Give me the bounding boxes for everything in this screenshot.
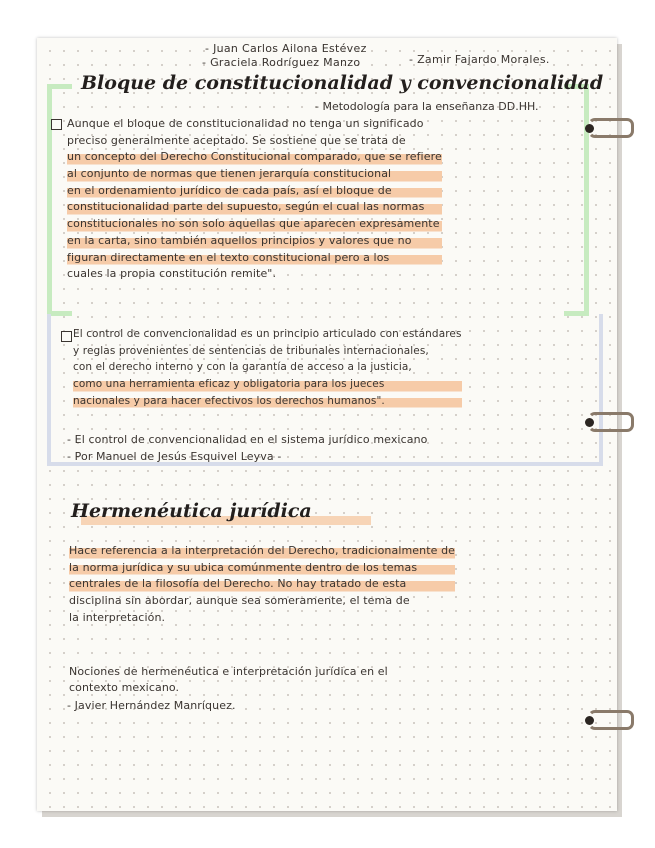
text-line-highlighted: Hace referencia a la interpretación del Derecho, tradicionalmente de bbox=[69, 543, 455, 560]
text-line-highlighted: un concepto del Derecho Constitucional comparado, que se refiere bbox=[67, 149, 442, 166]
section-3-source-author: - Javier Hernández Manríquez. bbox=[67, 699, 236, 712]
bookmark-icon bbox=[51, 114, 65, 133]
text-line: preciso generalmente aceptado. Se sostiene que se trata de bbox=[67, 133, 406, 147]
text-line-highlighted: en el ordenamiento jurídico de cada país, así el bloque de bbox=[67, 183, 442, 200]
text-line: la interpretación. bbox=[69, 610, 166, 624]
section-heading: Hermenéutica jurídica bbox=[71, 500, 312, 522]
text-line-highlighted: en la carta, sino también aquellos principios y valores que no bbox=[67, 233, 442, 250]
section-2-source-title: - El control de convencionalidad en el sistema jurídico mexicano bbox=[67, 433, 428, 446]
section-2-paragraph bbox=[73, 326, 462, 409]
section-1-paragraph bbox=[67, 116, 442, 283]
binder-ring bbox=[588, 710, 634, 730]
section-3-source-title: Nociones de hermenéutica e interpretación jurídica en el bbox=[69, 665, 388, 678]
text-line: con el derecho interno y con la garantía de acceso a la justicia, bbox=[73, 361, 412, 374]
notebook-page bbox=[37, 38, 617, 811]
author-1: - Juan Carlos Ailona Estévez bbox=[205, 42, 367, 55]
author-3: - Zamir Fajardo Morales. bbox=[409, 53, 550, 66]
text-line-highlighted: la norma jurídica y su ubica comúnmente dentro de los temas bbox=[69, 560, 455, 577]
text-line: El control de convencionalidad es un principio articulado con estándares bbox=[73, 328, 462, 340]
text-line-highlighted: constitucionalidad parte del supuesto, según el cual las normas bbox=[67, 199, 442, 216]
text-line-highlighted: nacionales y para hacer efectivos los derechos humanos". bbox=[73, 393, 462, 410]
text-line: disciplina sin abordar, aunque sea someramente, el tema de bbox=[69, 594, 410, 608]
text-line: Aunque el bloque de constitucionalidad no tenga un significado bbox=[67, 117, 424, 130]
section-2-source-author: - Por Manuel de Jesús Esquivel Leyva - bbox=[67, 450, 282, 463]
page-subtitle: - Metodología para la enseñanza DD.HH. bbox=[315, 100, 539, 113]
text-line: y reglas provenientes de sentencias de tribunales internacionales, bbox=[73, 344, 429, 357]
section-3-source-subtitle: contexto mexicano. bbox=[69, 681, 180, 694]
text-line-highlighted: al conjunto de normas que tienen jerarquía constitucional bbox=[67, 166, 442, 183]
binder-ring bbox=[588, 118, 634, 138]
text-line: cuales la propia constitución remite". bbox=[67, 267, 277, 281]
section-3-paragraph bbox=[69, 543, 455, 626]
author-2: - Graciela Rodríguez Manzo bbox=[202, 56, 361, 69]
text-line-highlighted: como una herramienta eficaz y obligatoria para los jueces bbox=[73, 376, 462, 393]
text-line-highlighted: centrales de la filosofía del Derecho. No hay tratado de esta bbox=[69, 576, 455, 593]
text-line-highlighted: constitucionales no son solo aquellas que aparecen expresamente bbox=[67, 216, 442, 233]
text-line-highlighted: figuran directamente en el texto constitucional pero a los bbox=[67, 250, 442, 267]
green-bracket-right bbox=[564, 84, 589, 316]
binder-ring bbox=[588, 412, 634, 432]
page-title: Bloque de constitucionalidad y convencionalidad bbox=[81, 72, 604, 94]
